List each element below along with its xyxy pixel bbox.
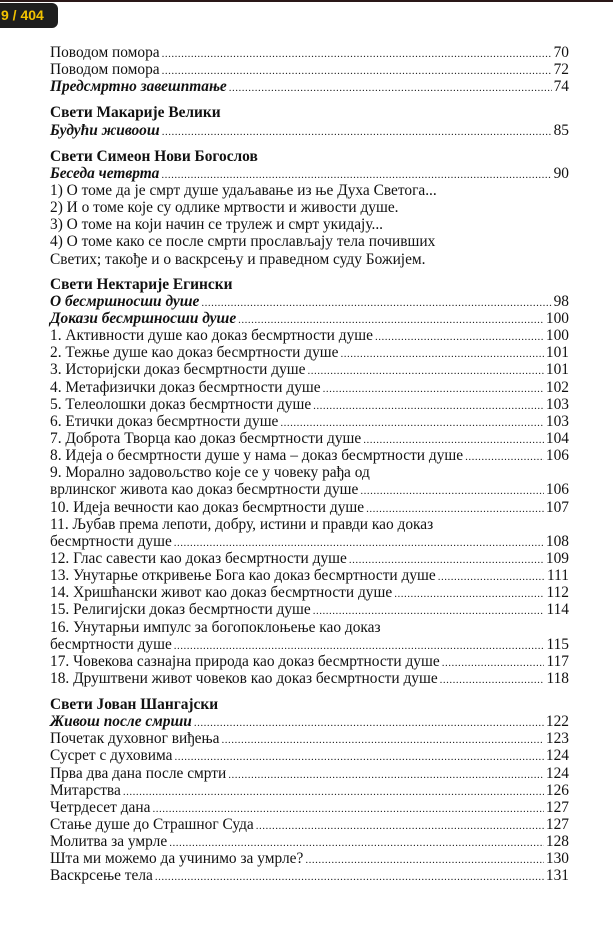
toc-entry[interactable]: 2. Тежње душе као доказ бесмртности душе ..... 101: [50, 344, 569, 361]
dot-leader: [228, 767, 544, 784]
dot-leader: [175, 749, 544, 766]
toc-entry[interactable]: Четрдесет дана ..... 127: [50, 799, 569, 816]
toc-entry[interactable]: 12. Глас савести као доказ бесмртности душе ..... 109: [50, 550, 569, 567]
dot-leader: [313, 398, 544, 415]
dot-leader: [307, 363, 543, 380]
toc-entry[interactable]: Прва два дана после смрти ..... 124: [50, 765, 569, 782]
toc-entry[interactable]: Митарства ..... 126: [50, 782, 569, 799]
dot-leader: [442, 655, 545, 672]
toc-entry[interactable]: 8. Идеја о бесмртности душе у нама – доказ бесмртности душе ..... 106: [50, 447, 569, 464]
toc-text-line: 3) О томе на који начин се трулеж и смрт укидају...: [50, 216, 384, 234]
dot-leader: [394, 586, 544, 603]
toc-entry[interactable]: 15. Религијски доказ бесмртности душе ..... 114: [50, 601, 569, 618]
section-heading: Свети Симеон Нови Богослов: [50, 147, 258, 165]
dot-leader: [221, 732, 543, 749]
dot-leader: [360, 483, 544, 500]
toc-entry-first-line[interactable]: 16. Унутарњи импулс за богопоклоњење као доказ: [50, 618, 381, 636]
dot-leader: [375, 329, 544, 346]
dot-leader: [340, 346, 543, 363]
dot-leader: [123, 784, 544, 801]
toc-entry[interactable]: Молитва за умрле ..... 128: [50, 833, 569, 850]
toc-entry-continuation[interactable]: бесмртности душе ..... 115: [50, 636, 569, 653]
toc-text-line: 4) О томе како се после смрти прослављају тела почивших: [50, 233, 436, 251]
toc-entry[interactable]: Сусрет с духовима ..... 124: [50, 747, 569, 764]
dot-leader: [229, 80, 552, 97]
dot-leader: [440, 672, 545, 689]
dot-leader: [162, 46, 552, 63]
viewer-top-border: [0, 0, 613, 2]
section-heading: Свети Јован Шангајски: [50, 696, 219, 714]
toc-entry[interactable]: 5. Телеолошки доказ бесмртности душе ..... 103: [50, 396, 569, 413]
toc-entry[interactable]: О бесмршносши душе ..... 98: [50, 293, 569, 310]
page-indicator: 9 / 404: [0, 3, 58, 28]
toc-entry[interactable]: 4. Метафизички доказ бесмртности душе ..... 102: [50, 379, 569, 396]
toc-entry[interactable]: 13. Унутарње откривење Бога као доказ бесмртности душе ..... 111: [50, 567, 569, 584]
dot-leader: [313, 603, 545, 620]
toc-entry[interactable]: Беседа четврта ..... 90: [50, 165, 569, 182]
toc-entry[interactable]: Почетак духовног виђења ..... 123: [50, 730, 569, 747]
dot-leader: [201, 295, 551, 312]
dot-leader: [323, 381, 544, 398]
toc-entry[interactable]: 18. Друштвени живот човеков као доказ бесмртности душе ..... 118: [50, 670, 569, 687]
toc-entry[interactable]: 3. Историјски доказ бесмртности душе ..... 101: [50, 361, 569, 378]
toc-entry[interactable]: Поводом помора ..... 70: [50, 44, 569, 61]
toc-entry[interactable]: Стање душе до Страшног Суда ..... 127: [50, 816, 569, 833]
toc-entry[interactable]: Докази бесмршносши душе ..... 100: [50, 310, 569, 327]
toc-entry[interactable]: Поводом помора ..... 72: [50, 61, 569, 78]
toc-entry-first-line[interactable]: 9. Морално задовољство које се у човеку рађа од: [50, 464, 370, 482]
toc-entry[interactable]: Живош после смрши ..... 122: [50, 713, 569, 730]
dot-leader: [256, 818, 544, 835]
toc-entry[interactable]: 17. Човекова сазнајна природа као доказ бесмртности душе ..... 117: [50, 653, 569, 670]
toc-entry-continuation[interactable]: врлинског живота као доказ бесмртности душе ..... 106: [50, 481, 569, 498]
toc-entry[interactable]: Предсмртно завешптање ..... 74: [50, 78, 569, 95]
toc-entry[interactable]: Будући живоош ..... 85: [50, 122, 569, 139]
toc-text-line: 2) И о томе које су одлике мртвости и живости душе.: [50, 199, 399, 217]
table-of-contents: [50, 44, 569, 885]
toc-entry-continuation[interactable]: бесмртности душе ..... 108: [50, 533, 569, 550]
section-heading: Свети Макарије Велики: [50, 104, 221, 122]
toc-entry[interactable]: 6. Етички доказ бесмртности душе ..... 103: [50, 413, 569, 430]
toc-entry[interactable]: 1. Активности душе као доказ бесмртности душе ..... 100: [50, 327, 569, 344]
toc-entry[interactable]: Васкрсење тела ..... 131: [50, 867, 569, 884]
toc-text-line: Светих; такође и о васкрсењу и праведном суду Божијем.: [50, 250, 426, 268]
toc-entry[interactable]: 14. Хришћански живот као доказ бесмртности душе ..... 112: [50, 584, 569, 601]
dot-leader: [194, 715, 544, 732]
dot-leader: [162, 124, 552, 141]
toc-text-line: 1) О томе да је смрт душе удаљавање из ње Духа Светога...: [50, 181, 437, 199]
toc-entry[interactable]: Шта ми можемо да учинимо за умрле? ..... 130: [50, 850, 569, 867]
dot-leader: [465, 449, 544, 466]
toc-entry[interactable]: 7. Доброта Творца као доказ бесмртности душе ..... 104: [50, 430, 569, 447]
toc-entry[interactable]: 10. Идеја вечности као доказ бесмртности душе ..... 107: [50, 499, 569, 516]
toc-entry-first-line[interactable]: 11. Љубав према лепоти, добру, истини и правди као доказ: [50, 515, 434, 533]
dot-leader: [305, 852, 544, 869]
section-heading: Свети Нектарије Егински: [50, 275, 233, 293]
dot-leader: [438, 569, 545, 586]
dot-leader: [155, 869, 544, 886]
